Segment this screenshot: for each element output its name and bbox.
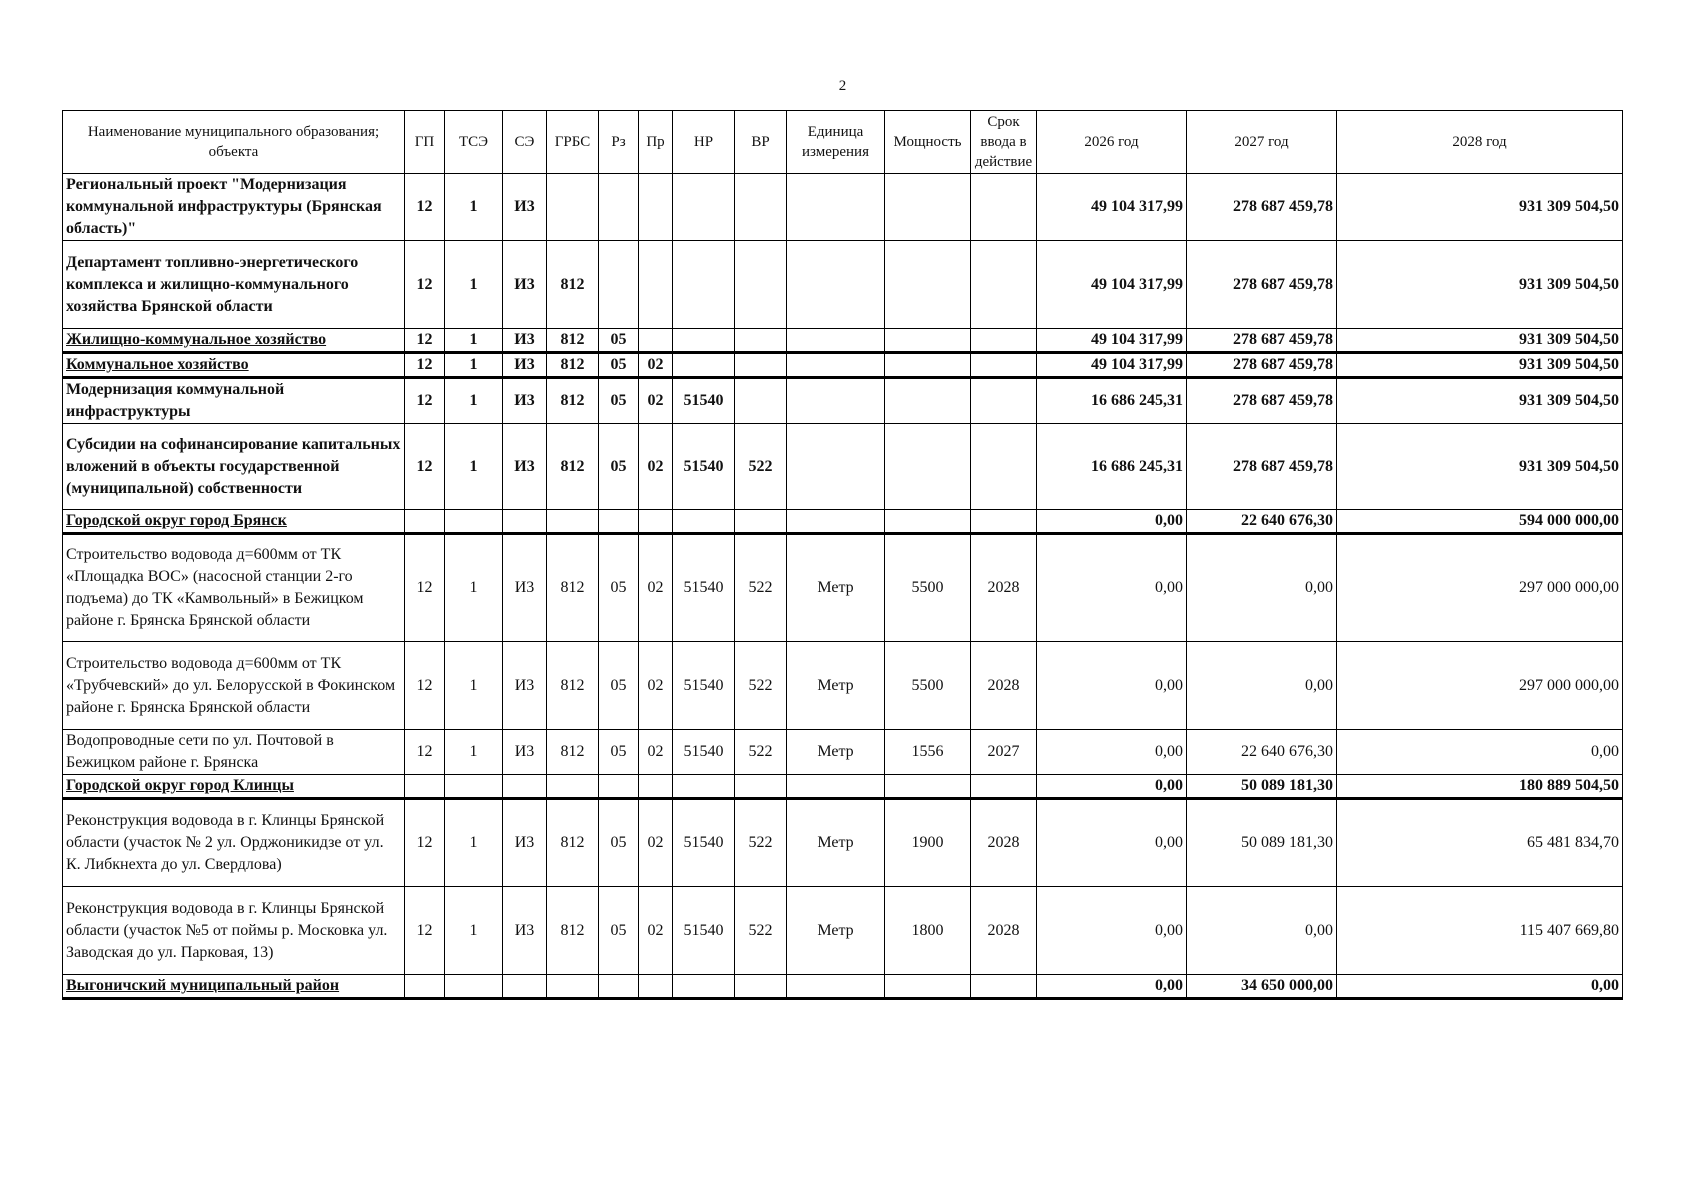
cell-capacity: 1556 [885, 730, 971, 775]
header-2028: 2028 год [1337, 111, 1623, 174]
cell-y2027: 50 089 181,30 [1187, 799, 1337, 887]
cell-pr [639, 174, 673, 241]
cell-unit [787, 353, 885, 378]
cell-grbs: 812 [547, 329, 599, 353]
cell-term: 2028 [971, 887, 1037, 975]
cell-capacity: 1800 [885, 887, 971, 975]
cell-pr: 02 [639, 378, 673, 424]
cell-y2028: 594 000 000,00 [1337, 510, 1623, 534]
cell-grbs: 812 [547, 642, 599, 730]
cell-nr: 51540 [673, 887, 735, 975]
table-row [63, 353, 1623, 378]
cell-y2026: 0,00 [1037, 730, 1187, 775]
cell-name: Департамент топливно-энергетического комплекса и жилищно-коммунального хозяйства Брянской области [63, 241, 405, 329]
cell-rz [599, 510, 639, 534]
header-rz: Рз [599, 111, 639, 174]
header-vr: ВР [735, 111, 787, 174]
cell-capacity [885, 975, 971, 999]
cell-se: И3 [503, 241, 547, 329]
page-number: 2 [838, 78, 847, 94]
cell-unit: Метр [787, 799, 885, 887]
cell-nr [673, 975, 735, 999]
cell-unit: Метр [787, 730, 885, 775]
cell-nr: 51540 [673, 534, 735, 642]
table-row [63, 534, 1623, 642]
cell-gp [405, 510, 445, 534]
cell-rz: 05 [599, 730, 639, 775]
cell-se: И3 [503, 799, 547, 887]
cell-gp: 12 [405, 378, 445, 424]
cell-gp: 12 [405, 534, 445, 642]
cell-tse: 1 [445, 534, 503, 642]
cell-nr [673, 329, 735, 353]
cell-gp: 12 [405, 424, 445, 510]
cell-y2026: 0,00 [1037, 975, 1187, 999]
cell-nr [673, 510, 735, 534]
cell-vr: 522 [735, 424, 787, 510]
cell-y2028: 180 889 504,50 [1337, 775, 1623, 799]
cell-tse [445, 510, 503, 534]
cell-rz [599, 174, 639, 241]
table-row [63, 174, 1623, 241]
cell-pr [639, 775, 673, 799]
header-2027: 2027 год [1187, 111, 1337, 174]
cell-y2027: 278 687 459,78 [1187, 174, 1337, 241]
header-capacity: Мощность [885, 111, 971, 174]
cell-se: И3 [503, 353, 547, 378]
cell-vr: 522 [735, 799, 787, 887]
cell-nr [673, 353, 735, 378]
cell-grbs: 812 [547, 534, 599, 642]
cell-y2028: 115 407 669,80 [1337, 887, 1623, 975]
cell-nr: 51540 [673, 378, 735, 424]
header-row [63, 111, 1623, 174]
table-row [63, 378, 1623, 424]
cell-name: Коммунальное хозяйство [63, 353, 405, 378]
cell-pr: 02 [639, 534, 673, 642]
cell-name: Строительство водовода д=600мм от ТК «Площадка ВОС» (насосной станции 2-го подъема) до ТК «Камвольный» в Бежицком районе г. Брянска Брянской области [63, 534, 405, 642]
header-pr: Пр [639, 111, 673, 174]
cell-y2027: 0,00 [1187, 887, 1337, 975]
cell-rz [599, 975, 639, 999]
cell-tse: 1 [445, 353, 503, 378]
cell-name: Городской округ город Брянск [63, 510, 405, 534]
cell-se: И3 [503, 424, 547, 510]
cell-se: И3 [503, 174, 547, 241]
cell-y2027: 0,00 [1187, 642, 1337, 730]
cell-tse: 1 [445, 241, 503, 329]
cell-y2027: 278 687 459,78 [1187, 424, 1337, 510]
cell-y2028: 0,00 [1337, 730, 1623, 775]
cell-y2028: 931 309 504,50 [1337, 174, 1623, 241]
cell-se: И3 [503, 642, 547, 730]
cell-grbs [547, 975, 599, 999]
cell-vr: 522 [735, 730, 787, 775]
header-term: Срок ввода в действие [971, 111, 1037, 174]
cell-rz: 05 [599, 378, 639, 424]
cell-gp: 12 [405, 241, 445, 329]
cell-term [971, 329, 1037, 353]
cell-y2027: 278 687 459,78 [1187, 353, 1337, 378]
cell-vr [735, 174, 787, 241]
cell-gp [405, 775, 445, 799]
cell-y2026: 0,00 [1037, 534, 1187, 642]
cell-rz: 05 [599, 424, 639, 510]
cell-rz: 05 [599, 534, 639, 642]
cell-term [971, 241, 1037, 329]
cell-pr [639, 329, 673, 353]
cell-vr [735, 353, 787, 378]
cell-nr [673, 174, 735, 241]
cell-vr [735, 775, 787, 799]
cell-name: Выгоничский муниципальный район [63, 975, 405, 999]
cell-y2028: 931 309 504,50 [1337, 329, 1623, 353]
cell-pr: 02 [639, 887, 673, 975]
cell-capacity [885, 241, 971, 329]
cell-unit: Метр [787, 887, 885, 975]
table-row [63, 730, 1623, 775]
cell-y2028: 297 000 000,00 [1337, 642, 1623, 730]
header-2026: 2026 год [1037, 111, 1187, 174]
cell-gp: 12 [405, 329, 445, 353]
cell-nr: 51540 [673, 730, 735, 775]
cell-rz: 05 [599, 799, 639, 887]
cell-vr [735, 241, 787, 329]
cell-y2026: 49 104 317,99 [1037, 353, 1187, 378]
cell-vr [735, 975, 787, 999]
cell-capacity: 1900 [885, 799, 971, 887]
cell-y2026: 16 686 245,31 [1037, 378, 1187, 424]
cell-term [971, 424, 1037, 510]
cell-tse: 1 [445, 730, 503, 775]
cell-y2026: 0,00 [1037, 775, 1187, 799]
header-unit: Единица измерения [787, 111, 885, 174]
cell-grbs: 812 [547, 353, 599, 378]
cell-grbs: 812 [547, 424, 599, 510]
table-body [63, 174, 1623, 999]
cell-nr: 51540 [673, 424, 735, 510]
cell-nr [673, 775, 735, 799]
cell-name: Городской округ город Клинцы [63, 775, 405, 799]
cell-y2026: 49 104 317,99 [1037, 329, 1187, 353]
cell-tse: 1 [445, 424, 503, 510]
header-name: Наименование муниципального образования; объекта [63, 111, 405, 174]
table-row [63, 329, 1623, 353]
cell-unit [787, 378, 885, 424]
cell-y2027: 22 640 676,30 [1187, 510, 1337, 534]
cell-rz [599, 775, 639, 799]
header-tse: ТСЭ [445, 111, 503, 174]
cell-tse: 1 [445, 642, 503, 730]
cell-rz [599, 241, 639, 329]
cell-y2026: 49 104 317,99 [1037, 241, 1187, 329]
cell-name: Субсидии на софинансирование капитальных вложений в объекты государственной (муниципальной) собственности [63, 424, 405, 510]
cell-y2028: 931 309 504,50 [1337, 378, 1623, 424]
cell-tse [445, 975, 503, 999]
cell-pr [639, 975, 673, 999]
header-grbs: ГРБС [547, 111, 599, 174]
cell-se: И3 [503, 730, 547, 775]
cell-capacity [885, 329, 971, 353]
cell-capacity [885, 353, 971, 378]
cell-capacity [885, 775, 971, 799]
cell-unit: Метр [787, 642, 885, 730]
cell-unit [787, 424, 885, 510]
cell-y2028: 931 309 504,50 [1337, 241, 1623, 329]
table-row [63, 887, 1623, 975]
table-row [63, 424, 1623, 510]
cell-se [503, 775, 547, 799]
cell-term [971, 378, 1037, 424]
cell-gp: 12 [405, 353, 445, 378]
cell-nr [673, 241, 735, 329]
cell-grbs: 812 [547, 730, 599, 775]
cell-grbs [547, 775, 599, 799]
cell-vr [735, 329, 787, 353]
cell-gp: 12 [405, 642, 445, 730]
cell-gp: 12 [405, 887, 445, 975]
cell-name: Модернизация коммунальной инфраструктуры [63, 378, 405, 424]
cell-y2026: 0,00 [1037, 642, 1187, 730]
cell-gp [405, 975, 445, 999]
cell-name: Водопроводные сети по ул. Почтовой в Бежицком районе г. Брянска [63, 730, 405, 775]
table-row [63, 799, 1623, 887]
cell-capacity [885, 378, 971, 424]
cell-vr: 522 [735, 887, 787, 975]
cell-term [971, 510, 1037, 534]
cell-nr: 51540 [673, 799, 735, 887]
cell-gp: 12 [405, 174, 445, 241]
cell-term [971, 174, 1037, 241]
cell-term: 2028 [971, 534, 1037, 642]
cell-capacity: 5500 [885, 642, 971, 730]
cell-y2027: 34 650 000,00 [1187, 975, 1337, 999]
table-row [63, 510, 1623, 534]
cell-se [503, 510, 547, 534]
cell-unit [787, 174, 885, 241]
cell-term: 2027 [971, 730, 1037, 775]
cell-pr [639, 510, 673, 534]
table-row [63, 975, 1623, 999]
table-row [63, 241, 1623, 329]
cell-se [503, 975, 547, 999]
cell-pr: 02 [639, 799, 673, 887]
cell-y2027: 278 687 459,78 [1187, 241, 1337, 329]
cell-nr: 51540 [673, 642, 735, 730]
cell-unit: Метр [787, 534, 885, 642]
cell-y2027: 0,00 [1187, 534, 1337, 642]
cell-y2026: 0,00 [1037, 887, 1187, 975]
cell-grbs: 812 [547, 799, 599, 887]
cell-unit [787, 510, 885, 534]
cell-term: 2028 [971, 642, 1037, 730]
cell-y2028: 931 309 504,50 [1337, 353, 1623, 378]
cell-vr: 522 [735, 534, 787, 642]
cell-y2026: 16 686 245,31 [1037, 424, 1187, 510]
cell-unit [787, 975, 885, 999]
table-row [63, 775, 1623, 799]
cell-grbs: 812 [547, 241, 599, 329]
cell-term [971, 975, 1037, 999]
cell-pr: 02 [639, 642, 673, 730]
cell-vr [735, 378, 787, 424]
cell-unit [787, 775, 885, 799]
cell-tse: 1 [445, 378, 503, 424]
cell-term [971, 775, 1037, 799]
cell-name: Региональный проект "Модернизация коммунальной инфраструктуры (Брянская область)" [63, 174, 405, 241]
cell-se: И3 [503, 887, 547, 975]
cell-pr: 02 [639, 424, 673, 510]
cell-y2026: 0,00 [1037, 799, 1187, 887]
cell-rz: 05 [599, 329, 639, 353]
table-row [63, 642, 1623, 730]
cell-capacity [885, 424, 971, 510]
cell-name: Реконструкция водовода в г. Клинцы Брянской области (участок № 2 ул. Орджоникидзе от ул. К. Либкнехта до ул. Свердлова) [63, 799, 405, 887]
cell-rz: 05 [599, 887, 639, 975]
cell-grbs: 812 [547, 378, 599, 424]
header-gp: ГП [405, 111, 445, 174]
cell-name: Строительство водовода д=600мм от ТК «Трубчевский» до ул. Белорусской в Фокинском районе г. Брянска Брянской области [63, 642, 405, 730]
cell-y2027: 50 089 181,30 [1187, 775, 1337, 799]
cell-y2027: 278 687 459,78 [1187, 329, 1337, 353]
cell-unit [787, 329, 885, 353]
cell-tse: 1 [445, 329, 503, 353]
budget-table [62, 110, 1623, 1000]
cell-y2026: 0,00 [1037, 510, 1187, 534]
header-se: СЭ [503, 111, 547, 174]
cell-pr: 02 [639, 353, 673, 378]
cell-gp: 12 [405, 730, 445, 775]
cell-grbs [547, 510, 599, 534]
cell-capacity [885, 510, 971, 534]
cell-se: И3 [503, 534, 547, 642]
cell-rz: 05 [599, 353, 639, 378]
cell-unit [787, 241, 885, 329]
cell-y2028: 297 000 000,00 [1337, 534, 1623, 642]
cell-vr [735, 510, 787, 534]
cell-tse: 1 [445, 799, 503, 887]
cell-grbs [547, 174, 599, 241]
cell-name: Реконструкция водовода в г. Клинцы Брянской области (участок №5 от поймы р. Московка ул. Заводская до ул. Парковая, 13) [63, 887, 405, 975]
cell-grbs: 812 [547, 887, 599, 975]
cell-vr: 522 [735, 642, 787, 730]
cell-capacity: 5500 [885, 534, 971, 642]
cell-capacity [885, 174, 971, 241]
cell-y2028: 931 309 504,50 [1337, 424, 1623, 510]
cell-tse [445, 775, 503, 799]
cell-y2028: 65 481 834,70 [1337, 799, 1623, 887]
cell-pr: 02 [639, 730, 673, 775]
cell-name: Жилищно-коммунальное хозяйство [63, 329, 405, 353]
cell-y2028: 0,00 [1337, 975, 1623, 999]
cell-gp: 12 [405, 799, 445, 887]
cell-se: И3 [503, 329, 547, 353]
cell-pr [639, 241, 673, 329]
cell-rz: 05 [599, 642, 639, 730]
cell-term [971, 353, 1037, 378]
cell-y2027: 278 687 459,78 [1187, 378, 1337, 424]
header-nr: НР [673, 111, 735, 174]
cell-se: И3 [503, 378, 547, 424]
cell-tse: 1 [445, 887, 503, 975]
cell-y2027: 22 640 676,30 [1187, 730, 1337, 775]
cell-term: 2028 [971, 799, 1037, 887]
cell-y2026: 49 104 317,99 [1037, 174, 1187, 241]
cell-tse: 1 [445, 174, 503, 241]
